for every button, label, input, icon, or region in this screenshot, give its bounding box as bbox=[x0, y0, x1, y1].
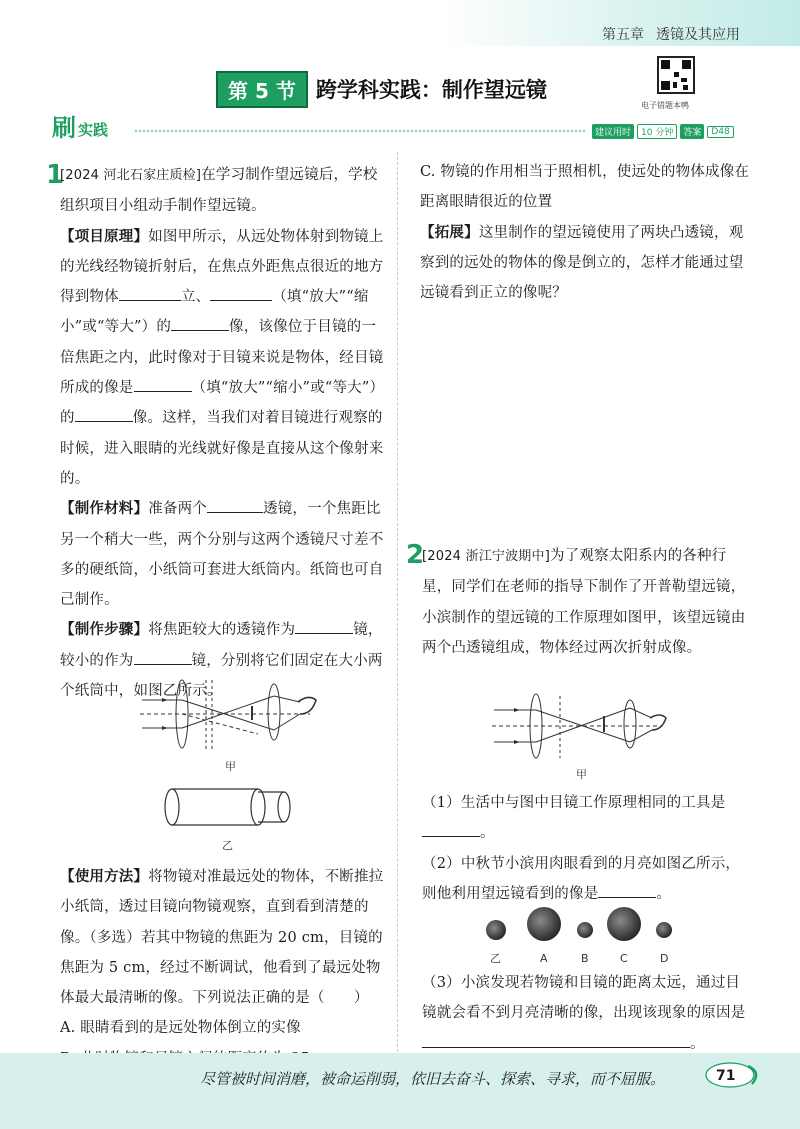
chapter-title: 透镜及其应用 bbox=[656, 27, 740, 43]
extend-text: 这里制作的望远镜使用了两块凸透镜，观察到的远处的物体的像是倒立的，怎样才能通过望远镜看到正立的像呢？ bbox=[420, 224, 744, 302]
principle-text-5: （填“放大”“缩小”或“等大”）的 bbox=[60, 380, 385, 427]
blank-4[interactable] bbox=[134, 375, 192, 392]
answer-paren[interactable]: （ ） bbox=[309, 990, 369, 1007]
blank-8[interactable] bbox=[134, 648, 192, 665]
eye-icon bbox=[298, 697, 316, 714]
kepler-diagram-jia bbox=[492, 686, 672, 782]
practice-tag-big: 刷 bbox=[52, 114, 76, 142]
moon-label-yi: 乙 bbox=[490, 952, 501, 965]
materials-text-1: 准备两个 bbox=[148, 501, 208, 518]
moon-label-c: C bbox=[620, 952, 628, 965]
sub1-end: 。 bbox=[480, 825, 495, 842]
moon-label-a: A bbox=[540, 952, 548, 965]
qr-code-icon[interactable] bbox=[657, 56, 695, 94]
principle-text-2: 立、 bbox=[180, 289, 211, 306]
question-1 bbox=[60, 160, 390, 706]
chapter-heading bbox=[590, 24, 740, 44]
principle-text-4: 像，该像位于目镜的一倍焦距之内，此时像对于目镜来说是物体，经目镜所成的像是 bbox=[60, 319, 384, 397]
blank-sub3[interactable] bbox=[422, 1031, 690, 1048]
section-title: 跨学科实践：制作望远镜 bbox=[315, 78, 547, 102]
q1-materials bbox=[60, 494, 390, 615]
steps-text-2: 镜，较小的作为 bbox=[60, 622, 383, 669]
answer-label: 答案 bbox=[680, 124, 704, 139]
blank-5[interactable] bbox=[75, 405, 133, 422]
moon-images bbox=[476, 904, 676, 966]
principle-tag: 【项目原理】 bbox=[60, 228, 149, 245]
q2-sub3 bbox=[422, 968, 752, 1059]
principle-text-6: 像。这样，当我们对着目镜进行观察的时候，进入眼睛的光线就好像是直接从这个像射来的。 bbox=[60, 410, 384, 487]
principle-text-1: 如图甲所示，从远处物体射到物镜上的光线经物镜折射后，在焦点外距焦点很近的地方得到物体 bbox=[60, 228, 384, 306]
moon-label-d: D bbox=[660, 952, 669, 965]
q1-usage bbox=[60, 862, 390, 1074]
footer-slogan: 尽管被时间消磨，被命运削弱，依旧去奋斗、探索、寻求，而不屈服。 bbox=[200, 1070, 666, 1088]
q2-source: [2024 浙江宁波期中] bbox=[422, 549, 550, 564]
telescope-diagram-jia bbox=[140, 672, 330, 772]
sub2-text: （2）中秋节小滨用肉眼看到的月亮如图乙所示，则他利用望远镜看到的像是 bbox=[422, 856, 741, 903]
practice-tag bbox=[52, 116, 108, 140]
practice-tag-small: 实践 bbox=[78, 121, 109, 139]
steps-text-1: 将焦距较大的透镜作为 bbox=[148, 622, 296, 639]
qr-caption: 电子错题本鸭 bbox=[641, 101, 689, 110]
sub1-text: （1）生活中与图中目镜工作原理相同的工具是 bbox=[422, 795, 726, 811]
page-number: 71 bbox=[716, 1068, 736, 1084]
moon-c bbox=[607, 907, 641, 941]
chapter-number: 第五章 bbox=[602, 27, 644, 43]
extend-tag: 【拓展】 bbox=[420, 224, 479, 241]
question-number-2: 2 bbox=[406, 540, 425, 570]
option-c[interactable]: C. 物镜的作用相当于照相机，使远处的物体成像在距离眼睛很近的位置 bbox=[420, 164, 750, 211]
usage-text: 将物镜对准最远处的物体，不断推拉小纸筒，透过目镜向物镜观察，直到看到清楚的像。（多选）若其中物镜的焦距为 20 cm，目镜的焦距为 5 cm，经过不断调试，他看到了最远处物体最大最清晰的像。下列说法正确的是 bbox=[60, 869, 384, 1007]
moon-label-b: B bbox=[581, 952, 589, 965]
principle-text-3: （填“放大”“缩小”或“等大”）的 bbox=[60, 289, 369, 336]
materials-tag: 【制作材料】 bbox=[60, 501, 149, 518]
answer-page: D48 bbox=[707, 126, 733, 138]
blank-3[interactable] bbox=[171, 314, 229, 331]
page-number-badge bbox=[704, 1060, 766, 1090]
fig2-label-jia: 甲 bbox=[576, 768, 587, 781]
footer-band bbox=[0, 1053, 800, 1129]
q1-intro-text: 在学习制作望远镜后，学校组织项目小组动手制作望远镜。 bbox=[60, 167, 378, 215]
moon-a bbox=[527, 907, 561, 941]
eye-icon-2 bbox=[650, 715, 666, 730]
q1-principle bbox=[60, 222, 390, 495]
practice-meta bbox=[592, 124, 734, 139]
section-badge: 第 5 节 bbox=[216, 71, 308, 108]
sub3-end: 。 bbox=[690, 1035, 705, 1052]
question-number-1: 1 bbox=[46, 160, 65, 190]
fig-label-yi: 乙 bbox=[222, 839, 233, 852]
q1-intro bbox=[60, 160, 390, 222]
moon-b bbox=[577, 922, 593, 938]
blank-1[interactable] bbox=[119, 284, 181, 301]
q2-sub2 bbox=[422, 849, 752, 910]
fig-label-jia: 甲 bbox=[225, 760, 236, 772]
section-title-block bbox=[216, 74, 547, 104]
steps-tag: 【制作步骤】 bbox=[60, 622, 149, 639]
time-label: 建议用时 bbox=[592, 124, 634, 139]
q2-sub1 bbox=[422, 788, 752, 849]
materials-text-2: 透镜，一个焦距比另一个稍大一些，两个分别与这两个透镜尺寸差不多的硬纸筒，小纸筒可套进大纸筒内。纸筒也可自己制作。 bbox=[60, 501, 384, 609]
option-a[interactable]: A. 眼睛看到的是远处物体倒立的实像 bbox=[60, 1020, 301, 1037]
column-divider bbox=[397, 152, 398, 1057]
moon-yi bbox=[486, 920, 506, 940]
q1-source: [2024 河北石家庄质检] bbox=[60, 168, 202, 183]
blank-sub2[interactable] bbox=[598, 881, 656, 898]
sub2-end: 。 bbox=[656, 886, 672, 903]
q2-intro: 为了观察太阳系内的各种行星，同学们在老师的指导下制作了开普勒望远镜，小滨制作的望远镜的工作原理如图甲，该望远镜由两个凸透镜组成，物体经过两次折射成像。 bbox=[422, 548, 746, 656]
telescope-tubes-yi bbox=[158, 783, 308, 853]
usage-tag: 【使用方法】 bbox=[60, 869, 149, 885]
time-value: 10 分钟 bbox=[637, 124, 677, 139]
sub3-text: （3）小滨发现若物镜和目镜的距离太远，通过目镜就会看不到月亮清晰的像，出现该现象的原因是 bbox=[422, 975, 746, 1022]
q1-continued bbox=[420, 157, 750, 308]
moon-d bbox=[656, 922, 672, 938]
dotted-rule bbox=[134, 128, 586, 134]
blank-sub1[interactable] bbox=[422, 820, 480, 837]
question-2 bbox=[422, 541, 750, 663]
q1-extend bbox=[420, 218, 750, 309]
eyepiece-lens bbox=[268, 684, 280, 740]
steps-text-3: 镜，分别将它们固定在大小两个纸筒中，如图乙所示。 bbox=[60, 652, 383, 700]
blank-2[interactable] bbox=[210, 284, 272, 301]
blank-7[interactable] bbox=[295, 617, 353, 634]
blank-6[interactable] bbox=[207, 496, 263, 513]
